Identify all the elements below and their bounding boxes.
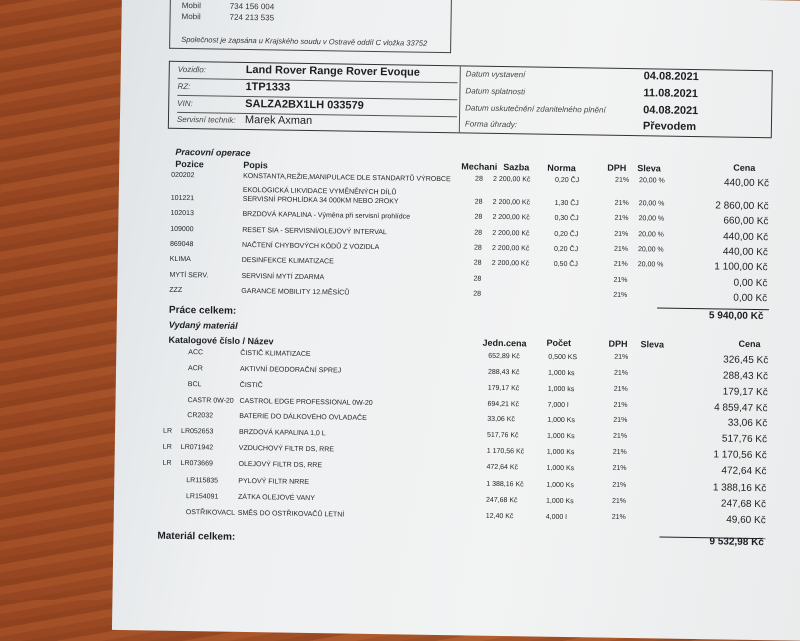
material-jedn: 694,21 Kč — [487, 401, 519, 408]
operation-mech: 28 — [474, 214, 482, 221]
material-cena: 4 859,47 Kč — [714, 402, 768, 414]
phone-number: 734 156 004 — [230, 1, 275, 13]
material-name: SMĚS DO OSTŘIKOVAČŮ LETNÍ — [238, 510, 345, 519]
technician-value: Marek Axman — [245, 114, 312, 127]
operation-code: 020202 — [171, 172, 194, 179]
material-cena: 49,60 Kč — [726, 515, 766, 527]
operation-norma: 1,30 ČJ — [555, 200, 579, 207]
operation-cena: 440,00 Kč — [723, 246, 768, 258]
technician-label: Servisní technik: — [177, 115, 236, 125]
col-header-cena: Cena — [733, 163, 755, 173]
operation-sleva: 20,00 % — [639, 177, 665, 184]
tax-date-value: 04.08.2021 — [643, 104, 698, 117]
material-dph: 21% — [614, 354, 628, 361]
material-dph: 21% — [612, 514, 626, 521]
material-jedn: 247,68 Kč — [486, 497, 518, 504]
due-date-value: 11.08.2021 — [643, 87, 698, 100]
operation-desc: BRZDOVÁ KAPALINA - Výměna při servisní prohlídce — [242, 211, 410, 221]
material-cena: 1 388,16 Kč — [713, 482, 767, 494]
operation-cena: 2 860,00 Kč — [715, 200, 769, 212]
operation-cena: 440,00 Kč — [723, 231, 768, 243]
operation-sazba: 2 200,00 Kč — [492, 260, 529, 268]
operation-cena: 0,00 Kč — [733, 278, 767, 290]
phone-number: 724 213 535 — [229, 12, 274, 24]
operation-code: 101221 — [171, 195, 194, 202]
material-pre: LR — [163, 460, 172, 467]
operation-dph: 21% — [614, 231, 628, 238]
operation-desc: SERVISNÍ PROHLÍDKA 34 000KM NEBO 2ROKY — [243, 196, 399, 205]
operation-norma: 0,20 ČJ — [554, 231, 578, 238]
operation-desc: SERVISNÍ MYTÍ ZDARMA — [241, 273, 324, 281]
material-name: ČISTIČ KLIMATIZACE — [240, 350, 310, 358]
material-jedn: 1 388,16 Kč — [486, 481, 523, 489]
material-pocet: 1,000 ks — [548, 386, 575, 393]
due-date-label: Datum splatnosti — [465, 86, 525, 96]
operation-mech: 28 — [474, 245, 482, 252]
material-jedn: 33,06 Kč — [487, 416, 515, 423]
operation-norma: 0,20 ČJ — [554, 246, 578, 253]
material-dph: 21% — [613, 449, 627, 456]
operation-mech: 28 — [473, 291, 481, 298]
material-code: CASTR 0W-20 — [188, 397, 234, 405]
material-cena: 326,45 Kč — [723, 354, 768, 366]
col-header-katalog: Katalogové číslo / Název — [168, 335, 273, 347]
material-name: ČISTIČ — [240, 382, 263, 389]
operation-dph: 21% — [615, 177, 629, 184]
material-dph: 21% — [614, 386, 628, 393]
invoice-page — [112, 0, 800, 641]
material-pocet: 0,500 KS — [548, 354, 577, 361]
material-cena: 33,06 Kč — [728, 418, 768, 430]
material-pocet: 4,000 l — [546, 514, 567, 521]
issue-date-label: Datum vystavení — [466, 69, 526, 79]
material-jedn: 652,89 Kč — [488, 353, 520, 360]
operation-mech: 28 — [475, 176, 483, 183]
operation-norma: 0,50 ČJ — [554, 261, 578, 268]
material-total-value: 9 532,98 Kč — [709, 536, 764, 548]
material-jedn: 472,64 Kč — [486, 464, 518, 471]
material-dph: 21% — [612, 482, 626, 489]
operation-sazba: 2 200,00 Kč — [493, 176, 530, 184]
operation-sazba: 2 200,00 Kč — [492, 245, 529, 253]
operation-mech: 28 — [474, 260, 482, 267]
issue-date-value: 04.08.2021 — [644, 70, 699, 83]
phone-label: Mobil — [182, 0, 210, 11]
operation-desc: NAČTENÍ CHYBOVÝCH KÓDŮ Z VOZIDLA — [242, 242, 379, 251]
operation-cena: 660,00 Kč — [723, 215, 768, 227]
tax-date-label: Datum uskutečnění zdanitelného plnění — [465, 103, 606, 114]
material-pocet: 7,000 l — [547, 402, 568, 409]
material-dph: 21% — [614, 370, 628, 377]
operation-mech: 28 — [475, 199, 483, 206]
operation-code: 109000 — [170, 226, 193, 233]
operation-code: ZZZ — [169, 287, 182, 294]
operation-sleva: 20,00 % — [638, 246, 664, 253]
material-dph: 21% — [613, 402, 627, 409]
operation-desc: EKOLOGICKÁ LIKVIDACE VYMĚNĚNÝCH DÍLŮ — [243, 187, 397, 196]
operation-sazba: 2 200,00 Kč — [492, 230, 529, 238]
material-name: VZDUCHOVÝ FILTR DS, RRE — [239, 445, 334, 453]
operation-desc: RESET SIA - SERVISNÍ/OLEJOVÝ INTERVAL — [242, 227, 387, 236]
plate-label: RZ: — [177, 82, 190, 91]
material-jedn: 12,40 Kč — [486, 513, 514, 520]
material-title: Vydaný materiál — [169, 320, 238, 331]
col-header-cena: Cena — [738, 339, 760, 349]
material-code: ACC — [188, 349, 203, 356]
operation-desc: GARANCE MOBILITY 12.MĚSÍCŮ — [241, 288, 349, 297]
material-jedn: 1 170,56 Kč — [487, 448, 524, 456]
operation-sleva: 20,00 % — [638, 215, 664, 222]
operation-sleva: 20,00 % — [638, 231, 664, 238]
col-header-dph: DPH — [607, 163, 626, 173]
phone-list — [182, 0, 275, 23]
phone-label: Mobil — [182, 11, 210, 22]
operations-title: Pracovní operace — [175, 147, 250, 158]
operation-norma: 0,30 ČJ — [554, 215, 578, 222]
material-name: OLEJOVÝ FILTR DS, RRE — [239, 461, 323, 469]
col-header-mechanik: Mechani — [461, 161, 497, 172]
operation-dph: 21% — [614, 261, 628, 268]
operation-dph: 21% — [614, 215, 628, 222]
operation-mech: 28 — [474, 230, 482, 237]
material-code: LR154091 — [186, 493, 218, 501]
material-code: BCL — [188, 381, 202, 388]
col-header-norma: Norma — [547, 163, 576, 173]
vin-value: SALZA2BX1LH 033579 — [245, 98, 364, 112]
operation-cena: 0,00 Kč — [733, 293, 767, 305]
operation-cena: 440,00 Kč — [724, 177, 769, 189]
material-pocet: 1,000 Ks — [547, 449, 575, 456]
operation-sazba: 2 200,00 Kč — [493, 199, 530, 207]
operation-code: 102013 — [170, 210, 193, 217]
material-dph: 21% — [612, 465, 626, 472]
material-name: CASTROL EDGE PROFESSIONAL 0W-20 — [239, 398, 372, 407]
material-pocet: 1,000 Ks — [547, 433, 575, 440]
material-pocet: 1,000 Ks — [547, 417, 575, 424]
company-registration: Společnost je zapsána u Krajského soudu v Ostravě oddíl C vložka 33752 — [181, 35, 427, 48]
material-pocet: 1,000 Ks — [546, 498, 574, 505]
vehicle-value: Land Rover Range Rover Evoque — [246, 64, 420, 79]
operation-dph: 21% — [614, 246, 628, 253]
col-header-pocet: Počet — [546, 338, 571, 348]
material-dph: 21% — [612, 498, 626, 505]
material-name: ZÁTKA OLEJOVÉ VANY — [238, 494, 315, 502]
material-code: ACR — [188, 365, 203, 372]
material-name: BRZDOVÁ KAPALINA 1,0 L — [239, 429, 326, 437]
material-dph: 21% — [613, 433, 627, 440]
operation-mech: 28 — [473, 276, 481, 283]
material-jedn: 288,43 Kč — [488, 369, 520, 376]
material-cena: 517,76 Kč — [722, 433, 767, 445]
vin-label: VIN: — [177, 99, 193, 108]
operation-desc: DESINFEKCE KLIMATIZACE — [242, 257, 334, 265]
material-code: OSTŘIKOVACL — [186, 509, 235, 517]
operation-code: KLIMA — [170, 256, 191, 263]
material-pocet: 1,000 Ks — [546, 482, 574, 489]
operation-sleva: 20,00 % — [639, 200, 665, 207]
vehicle-info-box — [168, 61, 773, 138]
material-cena: 288,43 Kč — [723, 370, 768, 382]
plate-value: 1TP1333 — [245, 81, 290, 94]
material-code: LR052653 — [181, 428, 213, 436]
payment-value: Převodem — [643, 120, 696, 133]
operation-cena: 1 100,00 Kč — [714, 261, 768, 273]
col-header-jedn-cena: Jedn.cena — [482, 338, 526, 349]
material-pre: LR — [163, 444, 172, 451]
material-name: PYLOVÝ FILTR NRRE — [238, 478, 309, 486]
material-cena: 472,64 Kč — [721, 465, 766, 477]
material-cena: 247,68 Kč — [721, 498, 766, 510]
material-cena: 179,17 Kč — [723, 386, 768, 398]
operations-total-label: Práce celkem: — [169, 305, 236, 317]
col-header-sleva: Sleva — [637, 163, 661, 173]
payment-label: Forma úhrady: — [465, 119, 517, 129]
operation-sleva: 20,00 % — [638, 261, 664, 268]
operation-sazba: 2 200,00 Kč — [492, 214, 529, 222]
material-pocet: 1,000 Ks — [546, 465, 574, 472]
material-pre: LR — [163, 428, 172, 435]
vehicle-label: Vozidlo: — [178, 65, 206, 74]
material-code: LR071942 — [181, 444, 213, 452]
material-cena: 1 170,56 Kč — [713, 449, 767, 461]
col-header-pozice: Pozice — [175, 159, 204, 169]
material-jedn: 179,17 Kč — [488, 385, 520, 392]
col-header-dph: DPH — [608, 339, 627, 349]
operation-desc: KONSTANTA,REŽIE,MANIPULACE DLE STANDARTŮ VÝROBCE — [243, 173, 451, 183]
col-header-popis: Popis — [243, 160, 268, 170]
material-code: LR073669 — [181, 460, 213, 468]
material-total-label: Materiál celkem: — [157, 531, 235, 543]
material-code: LR115835 — [186, 477, 218, 484]
operation-dph: 21% — [615, 200, 629, 207]
material-pocet: 1,000 ks — [548, 370, 575, 377]
col-header-sleva: Sleva — [640, 339, 664, 349]
operation-code: 869048 — [170, 241, 193, 248]
material-code: CR2032 — [187, 412, 213, 419]
operation-code: MYTÍ SERV. — [169, 272, 208, 280]
operations-total-value: 5 940,00 Kč — [709, 310, 764, 322]
operation-dph: 21% — [613, 292, 627, 299]
material-name: AKTIVNÍ DEODORAČNÍ SPREJ — [240, 366, 341, 375]
material-jedn: 517,76 Kč — [487, 432, 519, 439]
col-header-sazba: Sazba — [503, 162, 529, 172]
operation-dph: 21% — [613, 277, 627, 284]
operation-norma: 0,20 ČJ — [555, 177, 579, 184]
material-dph: 21% — [613, 417, 627, 424]
material-name: BATERIE DO DÁLKOVÉHO OVLADAČE — [239, 413, 367, 422]
